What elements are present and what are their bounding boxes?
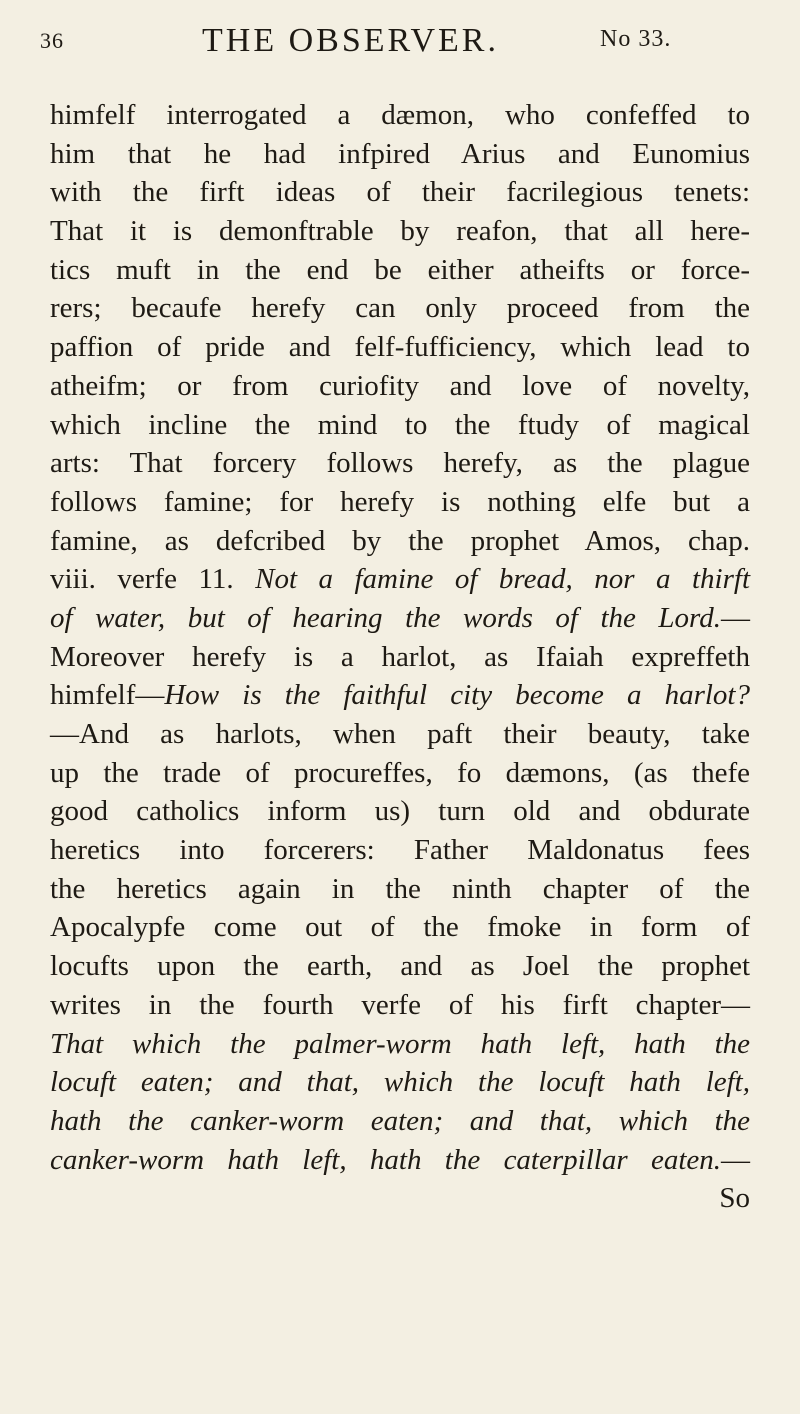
text-line [50, 444, 750, 483]
text-line [50, 754, 750, 793]
text-segment: Moreover herefy is a harlot, as Ifaiah expreffeth [50, 640, 750, 673]
text-segment: —And as harlots, when paft their beauty, take [50, 718, 750, 750]
page-number: 36 [40, 28, 64, 53]
text-line [50, 560, 750, 599]
text-segment: tics muft in the end be either atheifts or force- [50, 253, 750, 286]
text-line [50, 173, 750, 212]
text-line [50, 251, 750, 290]
text-line [50, 638, 750, 677]
italic-text: Not a famine of bread, nor a thirft [255, 563, 750, 596]
text-segment: arts: That forcery follows herefy, as the plague [50, 447, 750, 480]
text-segment: him that he had infpired Arius and Eunomius [50, 137, 750, 170]
text-line [50, 1141, 750, 1180]
issue-number: No 33. [600, 26, 672, 52]
text-line [50, 599, 750, 638]
text-segment: heretics into forcerers: Father Maldonatus fees [50, 834, 750, 867]
text-line [50, 406, 750, 445]
text-line [50, 1025, 750, 1064]
text-segment: paffion of pride and felf-fufficiency, which lead to [50, 331, 750, 364]
italic-text: canker-worm hath left, hath the caterpillar eaten. [50, 1143, 721, 1176]
text-segment: — [721, 1143, 750, 1176]
text-line [50, 367, 750, 406]
text-line [50, 289, 750, 328]
text-segment: which incline the mind to the ftudy of magical [50, 408, 750, 441]
text-segment: — [721, 601, 750, 634]
text-segment: So [719, 1182, 750, 1215]
text-segment: locufts upon the earth, and as Joel the prophet [50, 950, 750, 983]
text-line [50, 831, 750, 870]
text-line [50, 986, 750, 1025]
text-line [50, 522, 750, 561]
italic-text: locuft eaten; and that, which the locuft hath left, [50, 1066, 750, 1099]
body-text [50, 96, 750, 1218]
italic-text: of water, but of hearing the words of the Lord. [50, 601, 721, 634]
running-header [40, 20, 740, 70]
text-line [50, 792, 750, 831]
italic-text: That which the palmer-worm hath left, hath the [50, 1027, 750, 1060]
italic-text: hath the canker-worm eaten; and that, which the [50, 1104, 750, 1137]
text-line [50, 212, 750, 251]
text-segment: himfelf— [50, 679, 165, 712]
text-line [50, 676, 750, 715]
italic-text: How is the faithful city become a harlot? [164, 679, 750, 712]
text-segment: Apocalypfe come out of the fmoke in form of [50, 911, 750, 944]
text-line [50, 1102, 750, 1141]
running-title: THE OBSERVER. [202, 22, 499, 59]
text-line [50, 483, 750, 522]
text-line [50, 1063, 750, 1102]
text-segment: writes in the fourth verfe of his firft chapter— [50, 988, 750, 1021]
text-segment: atheifm; or from curiofity and love of novelty, [50, 369, 750, 402]
text-line [50, 328, 750, 367]
text-segment: up the trade of procureffes, fo dæmons, (as thefe [50, 756, 750, 789]
text-segment: himfelf interrogated a dæmon, who confeffed to [50, 99, 750, 131]
text-line [50, 947, 750, 986]
text-segment: rers; becaufe herefy can only proceed from the [50, 292, 750, 325]
text-line [50, 908, 750, 947]
text-segment: good catholics inform us) turn old and obdurate [50, 795, 750, 828]
text-segment: the heretics again in the ninth chapter of the [50, 872, 750, 905]
text-segment: follows famine; for herefy is nothing elfe but a [50, 485, 750, 518]
text-line [50, 96, 750, 135]
text-segment: viii. verfe 11. [50, 563, 256, 596]
text-segment: famine, as defcribed by the prophet Amos, chap. [50, 524, 750, 557]
text-segment: with the firft ideas of their facrilegious tenets: [50, 176, 750, 209]
text-line [50, 870, 750, 909]
text-line [50, 135, 750, 174]
text-line [50, 1179, 750, 1218]
text-line [50, 715, 750, 754]
text-segment: That it is demonftrable by reafon, that all here- [50, 215, 750, 248]
